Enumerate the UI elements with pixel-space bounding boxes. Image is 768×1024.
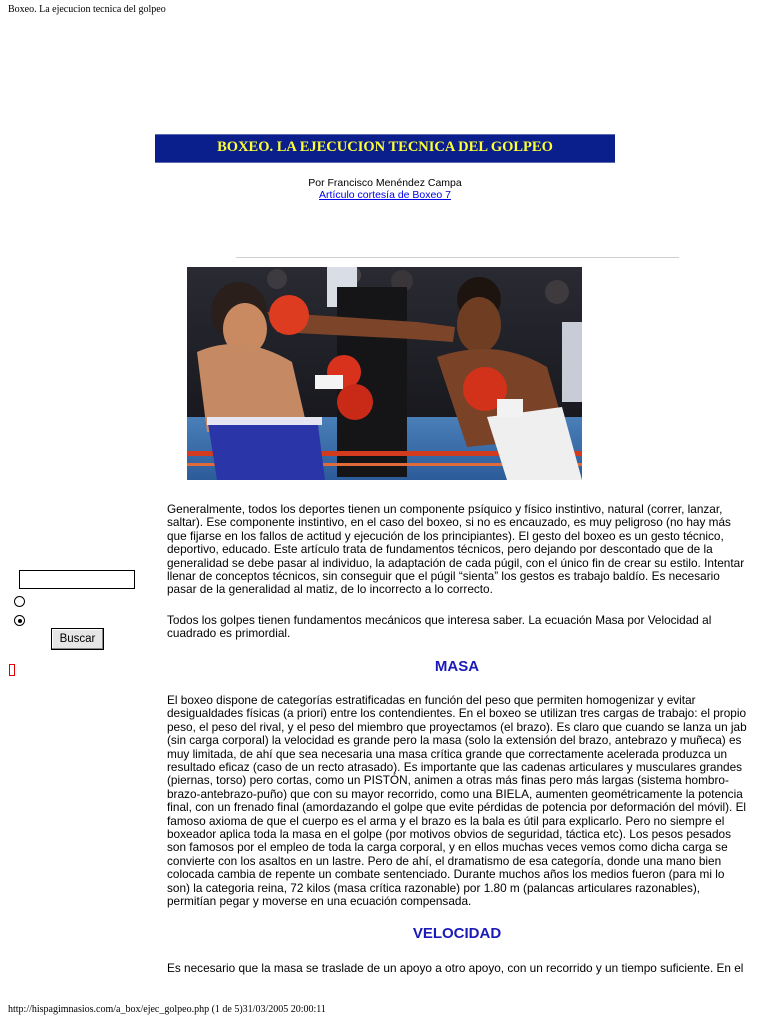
author-byline: Por Francisco Menéndez Campa — [308, 177, 462, 189]
search-button[interactable]: Buscar — [51, 628, 104, 650]
velocidad-paragraph: Es necesario que la masa se traslade de un apoyo a otro apoyo, con un recorrido y un tiempo suficiente. En el — [167, 961, 744, 975]
print-footer: http://hispagimnasios.com/a_box/ejec_golpeo.php (1 de 5)31/03/2005 20:00:11 — [8, 1004, 326, 1015]
intro-paragraph: Generalmente, todos los deportes tienen un componente psíquico y físico instintivo, natural (correr, lanzar, saltar). Ese componente instintivo, en el caso del boxeo, si no es encauzado, es muy peligroso (no hay más que fijarse en los fallos de actitud y ejecución de los principiantes). El gesto del boxeo es un gesto técnico, deportivo, educado. Este artículo trata de fundamentos técnicos, pero dejando por descontado que de la generalidad se debe pasar al individuo, la adaptación de cada púgil, con el único fin de crear su estilo. Intentar llenar de conceptos técnicos, sin conseguir que el púgil “sienta” los gestos es trabajo baldío. Es necesario pasar de la generalidad al matiz, de lo incorrecto a lo correcto. — [167, 502, 745, 597]
section-heading-velocidad: VELOCIDAD — [412, 925, 502, 942]
search-scope-radio-2[interactable] — [14, 615, 25, 626]
article-credit-link[interactable]: Artículo cortesía de Boxeo 7 — [319, 189, 451, 201]
broken-image-icon — [9, 664, 15, 676]
section-heading-masa: MASA — [434, 658, 480, 675]
article-title-banner: BOXEO. LA EJECUCION TECNICA DEL GOLPEO — [155, 134, 615, 163]
horizontal-rule — [236, 257, 679, 258]
search-scope-radio-1[interactable] — [14, 596, 25, 607]
masa-paragraph: El boxeo dispone de categorías estratificadas en función del peso que permiten homogenizar y evitar desigualdades físicas (a priori) entre los contendientes. En el boxeo se utilizan tres cargas de trabajo: el propio peso, el peso del rival, y el peso del miembro que proyectamos (el brazo). Es claro que cuando se lanza un jab (sin carga corporal) la velocidad es grande pero la masa (solo la extensión del brazo, antebrazo y muñeca) es muy limitada, de ahí que sea necesaria una masa crítica grande que correctamente acelerada produzca un resultado eficaz (caso de un recto atrasado). Es importante que las cadenas articulares y musculares grandes (piernas, torso) pero cortas, como un PISTÓN, animen a otras más finas pero más largas (sistema hombro-brazo-antebrazo-puño) que con su mayor recorrido, como una BIELA, aumenten geométricamente la potencia final, con un frenado final (amordazando el golpe que evite pérdidas de potencia por deformación del móvil). El famoso axioma de que el cuerpo es el arma y el brazo es la bala es útil para explicarlo. Pero no siempre el boxeador aplica toda la masa en el golpe (por motivos obvios de seguridad, táctica etc). Los pesos pesados son famosos por el empleo de toda la carga corporal, y en ellos muchas veces vemos como dicha carga se convierte con los asaltos en un lastre. Pero de ahí, el dramatismo de esa categoría, donde una mano bien colocada cambia de repente un combate sentenciado. Durante muchos años los medios fueron (para mi lo son) la categoria reina, 72 kilos (masa crítica razonable) por 1.80 m (palancas articulares razonables), permitían pegar y moverse en una ecuación compensada. — [167, 693, 747, 909]
byline-block — [240, 177, 530, 201]
print-header: Boxeo. La ejecucion tecnica del golpeo — [8, 4, 166, 15]
boxing-photo — [187, 267, 582, 480]
search-input[interactable] — [19, 570, 135, 589]
mechanics-paragraph: Todos los golpes tienen fundamentos mecánicos que interesa saber. La ecuación Masa por Velocidad al cuadrado es primordial. — [167, 613, 712, 641]
